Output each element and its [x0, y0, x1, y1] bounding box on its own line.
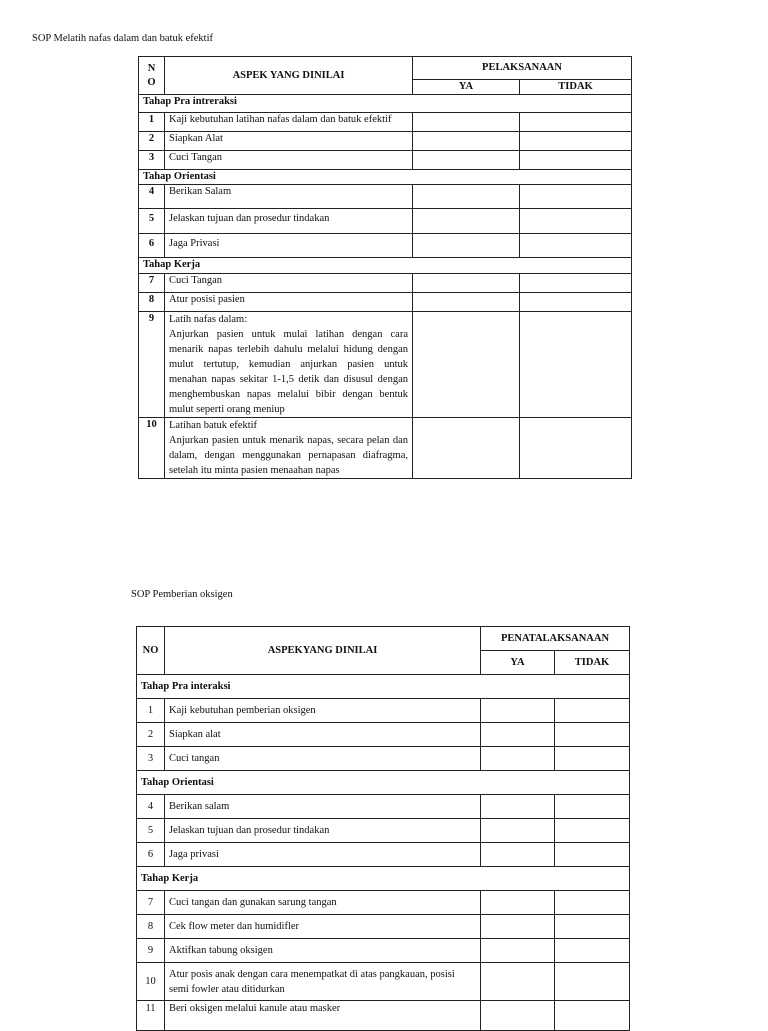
sop-table-oksigen — [136, 626, 630, 1031]
row-number: 8 — [139, 293, 165, 312]
cell-ya[interactable] — [481, 699, 555, 723]
cell-tidak[interactable] — [520, 151, 632, 170]
sop-table-nafas — [138, 56, 632, 479]
row-text: Aktifkan tabung oksigen — [165, 939, 481, 963]
cell-tidak[interactable] — [555, 939, 630, 963]
row-text: Cuci tangan — [165, 747, 481, 771]
table-row — [139, 312, 632, 418]
table-row — [137, 915, 630, 939]
cell-ya[interactable] — [481, 939, 555, 963]
section-kerja: Tahap Kerja — [139, 258, 632, 274]
table-row — [139, 293, 632, 312]
table-row — [137, 723, 630, 747]
row-number: 10 — [137, 963, 165, 1001]
table-row — [137, 819, 630, 843]
cell-tidak[interactable] — [520, 209, 632, 234]
cell-tidak[interactable] — [555, 747, 630, 771]
col-header-ya: YA — [413, 80, 520, 95]
row-number: 3 — [137, 747, 165, 771]
cell-ya[interactable] — [413, 293, 520, 312]
cell-ya[interactable] — [481, 795, 555, 819]
section-pra: Tahap Pra interaksi — [137, 675, 630, 699]
col-header-aspect: ASPEK YANG DINILAI — [165, 57, 413, 95]
row-number: 8 — [137, 915, 165, 939]
row-title: Latih nafas dalam: — [169, 314, 248, 325]
section-orientasi: Tahap Orientasi — [139, 170, 632, 185]
cell-ya[interactable] — [413, 185, 520, 209]
row-number: 7 — [137, 891, 165, 915]
row-text: Cek flow meter dan humidifler — [165, 915, 481, 939]
row-text: Atur posisi pasien — [165, 293, 413, 312]
row-text: Berikan Salam — [165, 185, 413, 209]
table-row — [137, 747, 630, 771]
cell-tidak[interactable] — [520, 418, 632, 479]
row-text — [165, 312, 413, 418]
col-header-ya: YA — [481, 651, 555, 675]
row-text: Siapkan alat — [165, 723, 481, 747]
cell-ya[interactable] — [413, 151, 520, 170]
cell-ya[interactable] — [413, 418, 520, 479]
cell-ya[interactable] — [481, 915, 555, 939]
cell-ya[interactable] — [413, 312, 520, 418]
cell-tidak[interactable] — [555, 915, 630, 939]
table-row — [139, 132, 632, 151]
cell-tidak[interactable] — [555, 795, 630, 819]
row-text: Jaga privasi — [165, 843, 481, 867]
col-header-aspect: ASPEKYANG DINILAI — [165, 627, 481, 675]
row-text: Jaga Privasi — [165, 234, 413, 258]
row-text: Kaji kebutuhan latihan nafas dalam dan batuk efektif — [165, 113, 413, 132]
row-number: 6 — [139, 234, 165, 258]
col-header-no: NO — [137, 627, 165, 675]
cell-ya[interactable] — [413, 113, 520, 132]
doc1-caption: SOP Melatih nafas dalam dan batuk efektif — [32, 33, 213, 44]
cell-tidak[interactable] — [555, 891, 630, 915]
cell-tidak[interactable] — [555, 699, 630, 723]
col-header-exec: PENATALAKSANAAN — [481, 627, 630, 651]
table-row — [137, 795, 630, 819]
row-number: 9 — [139, 312, 165, 418]
table-row — [139, 209, 632, 234]
row-text: Siapkan Alat — [165, 132, 413, 151]
row-text: Berikan salam — [165, 795, 481, 819]
cell-tidak[interactable] — [520, 185, 632, 209]
table-row — [137, 843, 630, 867]
cell-ya[interactable] — [413, 209, 520, 234]
section-orientasi: Tahap Orientasi — [137, 771, 630, 795]
row-text: Cuci tangan dan gunakan sarung tangan — [165, 891, 481, 915]
table-row — [137, 699, 630, 723]
cell-tidak[interactable] — [520, 113, 632, 132]
table-row — [139, 185, 632, 209]
row-text: Jelaskan tujuan dan prosedur tindakan — [165, 819, 481, 843]
cell-tidak[interactable] — [520, 132, 632, 151]
row-number: 7 — [139, 274, 165, 293]
row-number: 4 — [139, 185, 165, 209]
row-number: 10 — [139, 418, 165, 479]
row-text: Atur posis anak dengan cara menempatkat di atas pangkauan, posisi semi fowler atau ditidurkan — [165, 963, 481, 1001]
row-number: 4 — [137, 795, 165, 819]
row-text: Beri oksigen melalui kanule atau masker — [165, 1001, 481, 1031]
cell-ya[interactable] — [413, 274, 520, 293]
row-text: Cuci Tangan — [165, 151, 413, 170]
table-row — [139, 418, 632, 479]
cell-ya[interactable] — [481, 891, 555, 915]
row-detail: Anjurkan pasien untuk menarik napas, secara pelan dan dalam, dengan menggunakan pernapasan diafragma, setelah itu minta pasien menaahan napas — [169, 435, 408, 476]
cell-tidak[interactable] — [520, 234, 632, 258]
table-row — [139, 234, 632, 258]
cell-tidak[interactable] — [520, 293, 632, 312]
table-row — [137, 1001, 630, 1031]
row-number: 1 — [137, 699, 165, 723]
cell-tidak[interactable] — [555, 819, 630, 843]
cell-tidak[interactable] — [520, 274, 632, 293]
cell-tidak[interactable] — [520, 312, 632, 418]
row-text: Kaji kebutuhan pemberian oksigen — [165, 699, 481, 723]
section-kerja: Tahap Kerja — [137, 867, 630, 891]
col-header-tidak: TIDAK — [520, 80, 632, 95]
cell-ya[interactable] — [481, 747, 555, 771]
cell-ya[interactable] — [481, 843, 555, 867]
row-text — [165, 418, 413, 479]
row-number: 11 — [137, 1001, 165, 1031]
cell-ya[interactable] — [481, 819, 555, 843]
cell-ya[interactable] — [413, 132, 520, 151]
section-pra: Tahap Pra intreraksi — [139, 95, 632, 113]
row-text: Cuci Tangan — [165, 274, 413, 293]
cell-tidak[interactable] — [555, 1001, 630, 1031]
row-number: 2 — [139, 132, 165, 151]
table-row — [137, 891, 630, 915]
cell-ya[interactable] — [413, 234, 520, 258]
row-number: 6 — [137, 843, 165, 867]
cell-tidak[interactable] — [555, 723, 630, 747]
row-number: 3 — [139, 151, 165, 170]
table-row — [139, 151, 632, 170]
row-number: 1 — [139, 113, 165, 132]
col-header-exec: PELAKSANAAN — [413, 57, 632, 80]
table-row — [137, 963, 630, 1001]
cell-ya[interactable] — [481, 963, 555, 1001]
cell-ya[interactable] — [481, 723, 555, 747]
row-number: 9 — [137, 939, 165, 963]
table-row — [137, 939, 630, 963]
row-number: 5 — [139, 209, 165, 234]
row-title: Latihan batuk efektif — [169, 420, 258, 431]
row-detail: Anjurkan pasien untuk mulai latihan dengan cara menarik napas terlebih dahulu melalui hidung dengan mulut tertutup, kemudian anjurkan pasien untuk menahan napas sekitar 1-1,5 detik dan disusul dengan menghembuskan napas melalui bibir dengan bentuk mulut seperti orang meniup — [169, 329, 408, 415]
row-text: Jelaskan tujuan dan prosedur tindakan — [165, 209, 413, 234]
table-row — [139, 274, 632, 293]
cell-ya[interactable] — [481, 1001, 555, 1031]
table-row — [139, 113, 632, 132]
cell-tidak[interactable] — [555, 843, 630, 867]
row-number: 5 — [137, 819, 165, 843]
row-number: 2 — [137, 723, 165, 747]
col-header-no: N O — [139, 57, 165, 95]
cell-tidak[interactable] — [555, 963, 630, 1001]
doc2-caption: SOP Pemberian oksigen — [131, 589, 233, 600]
col-header-tidak: TIDAK — [555, 651, 630, 675]
